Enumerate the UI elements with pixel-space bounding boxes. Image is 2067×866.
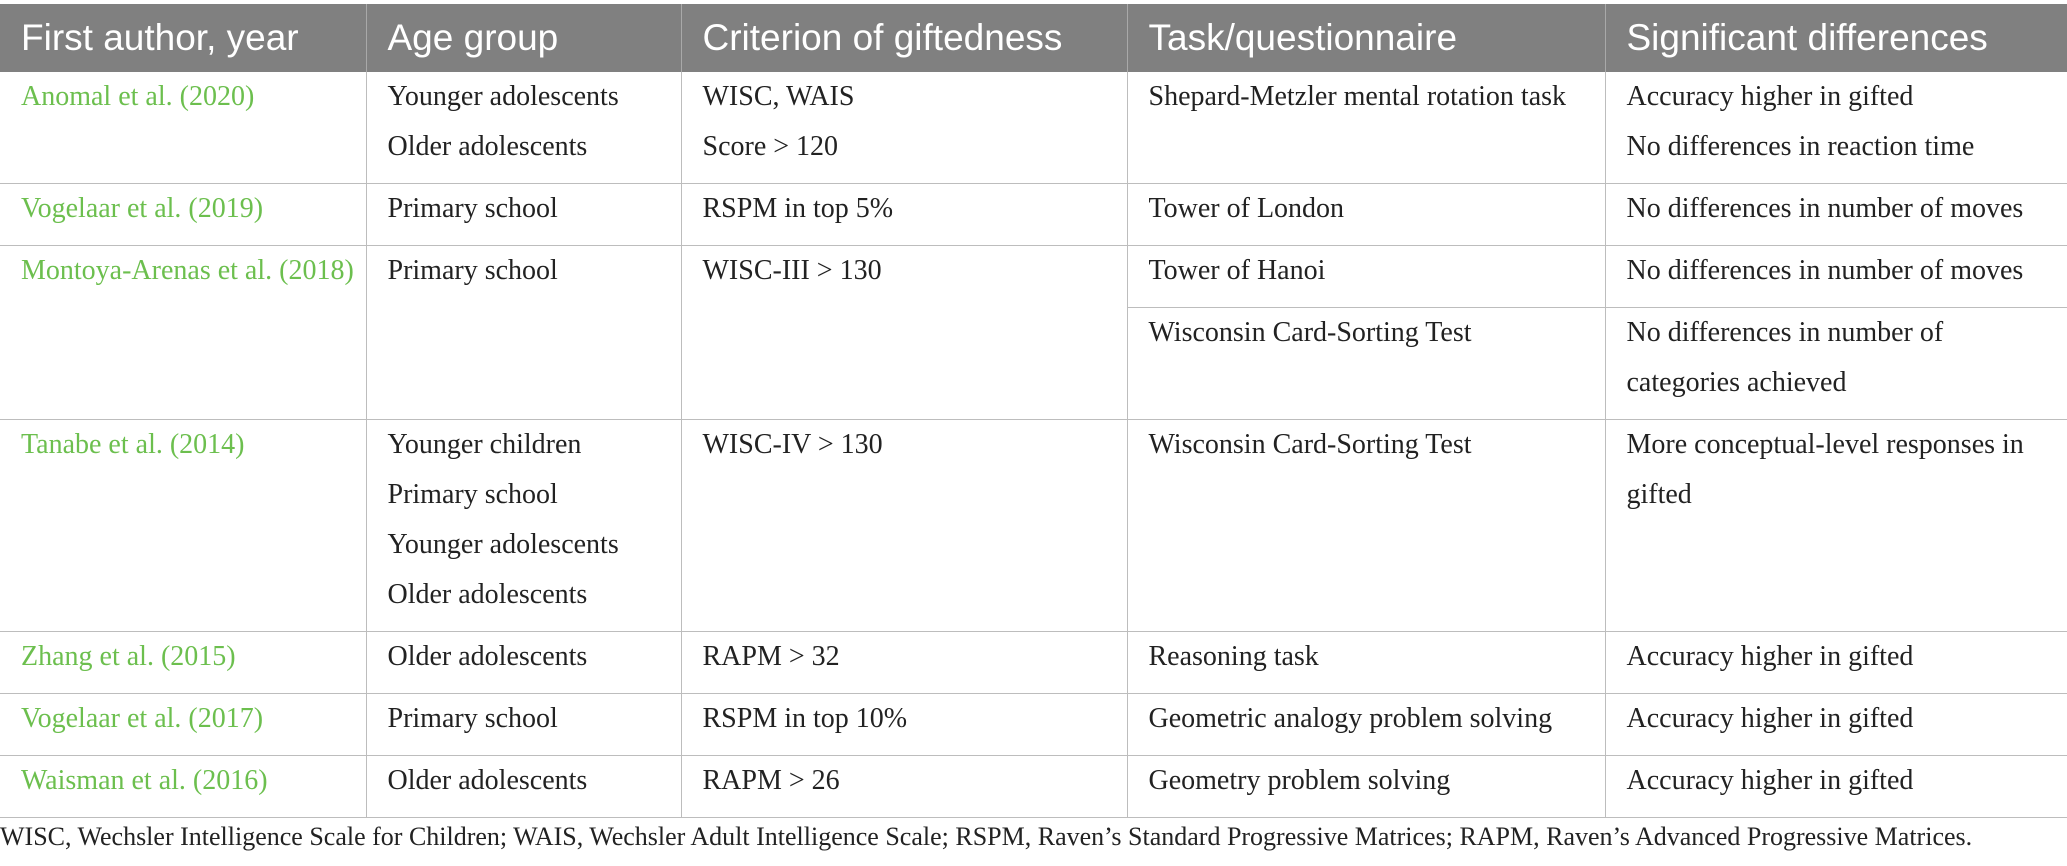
criterion-value: WISC-IV > 130	[702, 429, 883, 460]
difference-value: Accuracy higher in gifted	[1626, 641, 1914, 672]
author-link[interactable]: Zhang et al. (2015)	[0, 632, 366, 694]
table-row	[0, 184, 2067, 246]
criterion-value: WISC-III > 130	[702, 255, 882, 286]
author-link[interactable]: Vogelaar et al. (2019)	[0, 184, 366, 246]
difference-value: Accuracy higher in gifted	[1626, 703, 1914, 734]
table-body	[0, 72, 2067, 818]
criterion-value: RSPM in top 5%	[702, 193, 894, 224]
criterion-cell	[681, 246, 1127, 420]
author-link[interactable]: Vogelaar et al. (2017)	[0, 694, 366, 756]
task-cell: Tower of Hanoi	[1127, 246, 1605, 308]
table-row	[0, 72, 2067, 184]
age-group-cell	[366, 184, 681, 246]
criterion-value: RAPM > 26	[702, 765, 840, 796]
table-row	[0, 694, 2067, 756]
difference-value: Accuracy higher in gifted	[1626, 765, 1914, 796]
task-cell: Wisconsin Card-Sorting Test	[1127, 308, 1605, 420]
differences-cell	[1605, 632, 2067, 694]
difference-value: Accuracy higher in gifted	[1626, 81, 1914, 112]
age-group-value: Younger adolescents	[387, 81, 619, 112]
differences-cell	[1605, 756, 2067, 818]
criterion-cell	[681, 420, 1127, 632]
task-cell: Wisconsin Card-Sorting Test	[1127, 420, 1605, 632]
header-age-group: Age group	[366, 4, 681, 72]
table-header	[0, 4, 2067, 72]
table-footnote: WISC, Wechsler Intelligence Scale for Children; WAIS, Wechsler Adult Intelligence Scale; RSPM, Raven’s Standard Progressive Matrices; RAPM, Raven’s Advanced Progressive Matrices.	[0, 822, 1973, 851]
age-group-value: Primary school	[387, 479, 558, 510]
criterion-cell	[681, 72, 1127, 184]
task-cell: Shepard-Metzler mental rotation task	[1127, 72, 1605, 184]
age-group-value: Primary school	[387, 193, 558, 224]
differences-cell: No differences in number of categories achieved	[1605, 308, 2067, 420]
age-group-cell	[366, 246, 681, 420]
criterion-value: RSPM in top 10%	[702, 703, 908, 734]
age-group-value: Older adolescents	[387, 579, 588, 610]
age-group-value: Younger adolescents	[387, 529, 619, 560]
author-link[interactable]: Anomal et al. (2020)	[0, 72, 366, 184]
differences-cell	[1605, 694, 2067, 756]
differences-cell	[1605, 184, 2067, 246]
criterion-value: RAPM > 32	[702, 641, 840, 672]
differences-cell: No differences in number of moves	[1605, 246, 2067, 308]
age-group-cell	[366, 694, 681, 756]
age-group-value: Younger children	[387, 429, 582, 460]
differences-cell	[1605, 72, 2067, 184]
task-cell: Tower of London	[1127, 184, 1605, 246]
difference-value: More conceptual-level responses in gifted	[1626, 429, 2024, 510]
age-group-value: Primary school	[387, 255, 558, 286]
age-group-value: Older adolescents	[387, 641, 588, 672]
author-link[interactable]: Waisman et al. (2016)	[0, 756, 366, 818]
author-link[interactable]: Tanabe et al. (2014)	[0, 420, 366, 632]
age-group-value: Older adolescents	[387, 131, 588, 162]
task-cell: Geometric analogy problem solving	[1127, 694, 1605, 756]
difference-value: No differences in reaction time	[1626, 131, 1975, 162]
header-author: First author, year	[0, 4, 366, 72]
header-differences: Significant differences	[1605, 4, 2067, 72]
age-group-cell	[366, 756, 681, 818]
author-link[interactable]: Montoya-Arenas et al. (2018)	[0, 246, 366, 420]
table-row	[0, 246, 2067, 308]
task-cell: Reasoning task	[1127, 632, 1605, 694]
age-group-cell	[366, 632, 681, 694]
age-group-cell	[366, 72, 681, 184]
criterion-cell	[681, 184, 1127, 246]
table-row	[0, 420, 2067, 632]
age-group-value: Primary school	[387, 703, 558, 734]
criterion-value: Score > 120	[702, 131, 839, 162]
studies-table	[0, 4, 2067, 818]
age-group-value: Older adolescents	[387, 765, 588, 796]
criterion-cell	[681, 756, 1127, 818]
table-row	[0, 756, 2067, 818]
header-criterion: Criterion of giftedness	[681, 4, 1127, 72]
table-row	[0, 632, 2067, 694]
age-group-cell	[366, 420, 681, 632]
header-row	[0, 4, 2067, 72]
header-task: Task/questionnaire	[1127, 4, 1605, 72]
criterion-value: WISC, WAIS	[702, 81, 855, 112]
difference-value: No differences in number of moves	[1626, 193, 2024, 224]
criterion-cell	[681, 632, 1127, 694]
task-cell: Geometry problem solving	[1127, 756, 1605, 818]
criterion-cell	[681, 694, 1127, 756]
differences-cell	[1605, 420, 2067, 632]
